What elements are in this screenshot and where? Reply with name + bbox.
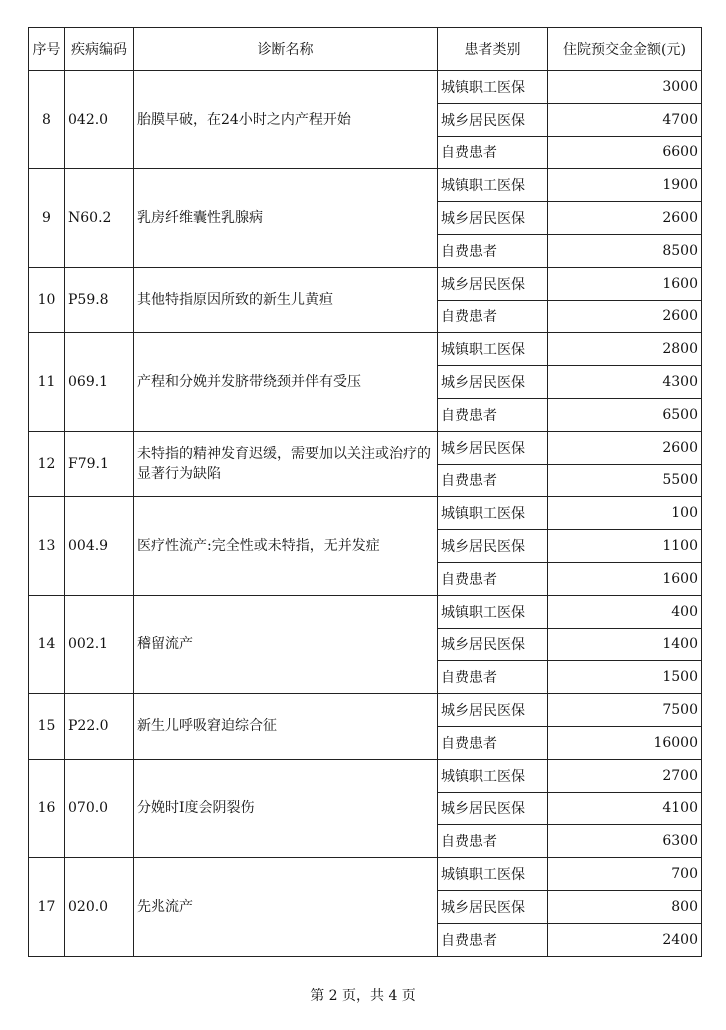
row-patient-type: 城乡居民医保 [438, 890, 548, 923]
table-row [29, 497, 702, 530]
row-diagnosis-name: 乳房纤维囊性乳腺病 [134, 169, 438, 267]
row-seq: 12 [29, 431, 65, 497]
row-diagnosis-name: 胎膜早破，在24小时之内产程开始 [134, 71, 438, 169]
row-deposit-amount: 1100 [548, 530, 702, 563]
header-row [29, 28, 702, 71]
row-patient-type: 城乡居民医保 [438, 694, 548, 727]
row-deposit-amount: 1400 [548, 628, 702, 661]
row-diagnosis-name: 先兆流产 [134, 858, 438, 956]
row-patient-type: 城镇职工医保 [438, 71, 548, 104]
row-code: P59.8 [65, 267, 134, 333]
row-patient-type: 自费患者 [438, 300, 548, 333]
fee-table [28, 27, 702, 957]
row-code: 069.1 [65, 333, 134, 431]
row-deposit-amount: 8500 [548, 234, 702, 267]
page-footer: 第 2 页，共 4 页 [310, 988, 416, 1004]
row-seq: 10 [29, 267, 65, 333]
row-diagnosis-name: 未特指的精神发育迟缓，需要加以关注或治疗的显著行为缺陷 [134, 431, 438, 497]
row-seq: 16 [29, 759, 65, 857]
row-seq: 13 [29, 497, 65, 595]
table-row [29, 169, 702, 202]
row-deposit-amount: 6300 [548, 825, 702, 858]
row-diagnosis-name: 医疗性流产:完全性或未特指，无并发症 [134, 497, 438, 595]
row-deposit-amount: 1500 [548, 661, 702, 694]
row-patient-type: 城乡居民医保 [438, 792, 548, 825]
table-row [29, 267, 702, 300]
table-body [29, 71, 702, 957]
row-deposit-amount: 2400 [548, 923, 702, 956]
row-patient-type: 城乡居民医保 [438, 103, 548, 136]
row-patient-type: 城乡居民医保 [438, 267, 548, 300]
row-code: 004.9 [65, 497, 134, 595]
table-row [29, 431, 702, 464]
row-deposit-amount: 4700 [548, 103, 702, 136]
row-deposit-amount: 2700 [548, 759, 702, 792]
row-patient-type: 城乡居民医保 [438, 530, 548, 563]
row-patient-type: 自费患者 [438, 726, 548, 759]
row-patient-type: 城镇职工医保 [438, 858, 548, 891]
header-code: 疾病编码 [65, 28, 134, 71]
row-code: 070.0 [65, 759, 134, 857]
row-code: P22.0 [65, 694, 134, 760]
row-patient-type: 自费患者 [438, 398, 548, 431]
row-seq: 14 [29, 595, 65, 693]
row-patient-type: 城镇职工医保 [438, 333, 548, 366]
row-patient-type: 城镇职工医保 [438, 169, 548, 202]
row-patient-type: 城乡居民医保 [438, 628, 548, 661]
row-diagnosis-name: 分娩时Ⅰ度会阴裂伤 [134, 759, 438, 857]
header-name: 诊断名称 [134, 28, 438, 71]
table-row [29, 71, 702, 104]
row-deposit-amount: 1600 [548, 562, 702, 595]
row-seq: 8 [29, 71, 65, 169]
header-amount: 住院预交金金额(元) [548, 28, 702, 71]
row-deposit-amount: 16000 [548, 726, 702, 759]
row-deposit-amount: 6600 [548, 136, 702, 169]
row-deposit-amount: 800 [548, 890, 702, 923]
row-deposit-amount: 2800 [548, 333, 702, 366]
table-row [29, 595, 702, 628]
row-diagnosis-name: 其他特指原因所致的新生儿黄疸 [134, 267, 438, 333]
row-diagnosis-name: 稽留流产 [134, 595, 438, 693]
row-deposit-amount: 5500 [548, 464, 702, 497]
row-seq: 9 [29, 169, 65, 267]
row-patient-type: 自费患者 [438, 825, 548, 858]
table-row [29, 759, 702, 792]
row-patient-type: 城乡居民医保 [438, 366, 548, 399]
row-patient-type: 城乡居民医保 [438, 202, 548, 235]
row-seq: 15 [29, 694, 65, 760]
row-deposit-amount: 4100 [548, 792, 702, 825]
header-type: 患者类别 [438, 28, 548, 71]
row-deposit-amount: 700 [548, 858, 702, 891]
row-code: N60.2 [65, 169, 134, 267]
row-code: 042.0 [65, 71, 134, 169]
table-row [29, 694, 702, 727]
row-patient-type: 自费患者 [438, 136, 548, 169]
row-patient-type: 自费患者 [438, 464, 548, 497]
row-code: 020.0 [65, 858, 134, 956]
row-patient-type: 城镇职工医保 [438, 759, 548, 792]
row-seq: 11 [29, 333, 65, 431]
row-patient-type: 自费患者 [438, 923, 548, 956]
row-patient-type: 城镇职工医保 [438, 595, 548, 628]
row-deposit-amount: 1900 [548, 169, 702, 202]
row-diagnosis-name: 产程和分娩并发脐带绕颈并伴有受压 [134, 333, 438, 431]
row-deposit-amount: 7500 [548, 694, 702, 727]
row-code: F79.1 [65, 431, 134, 497]
row-deposit-amount: 2600 [548, 300, 702, 333]
row-deposit-amount: 100 [548, 497, 702, 530]
row-deposit-amount: 1600 [548, 267, 702, 300]
row-deposit-amount: 6500 [548, 398, 702, 431]
row-deposit-amount: 2600 [548, 202, 702, 235]
row-code: 002.1 [65, 595, 134, 693]
row-patient-type: 自费患者 [438, 661, 548, 694]
header-seq: 序号 [29, 28, 65, 71]
table-row [29, 858, 702, 891]
row-diagnosis-name: 新生儿呼吸窘迫综合征 [134, 694, 438, 760]
row-patient-type: 城镇职工医保 [438, 497, 548, 530]
row-patient-type: 城乡居民医保 [438, 431, 548, 464]
row-patient-type: 自费患者 [438, 562, 548, 595]
row-seq: 17 [29, 858, 65, 956]
row-deposit-amount: 3000 [548, 71, 702, 104]
row-deposit-amount: 2600 [548, 431, 702, 464]
table-row [29, 333, 702, 366]
row-patient-type: 自费患者 [438, 234, 548, 267]
row-deposit-amount: 400 [548, 595, 702, 628]
row-deposit-amount: 4300 [548, 366, 702, 399]
